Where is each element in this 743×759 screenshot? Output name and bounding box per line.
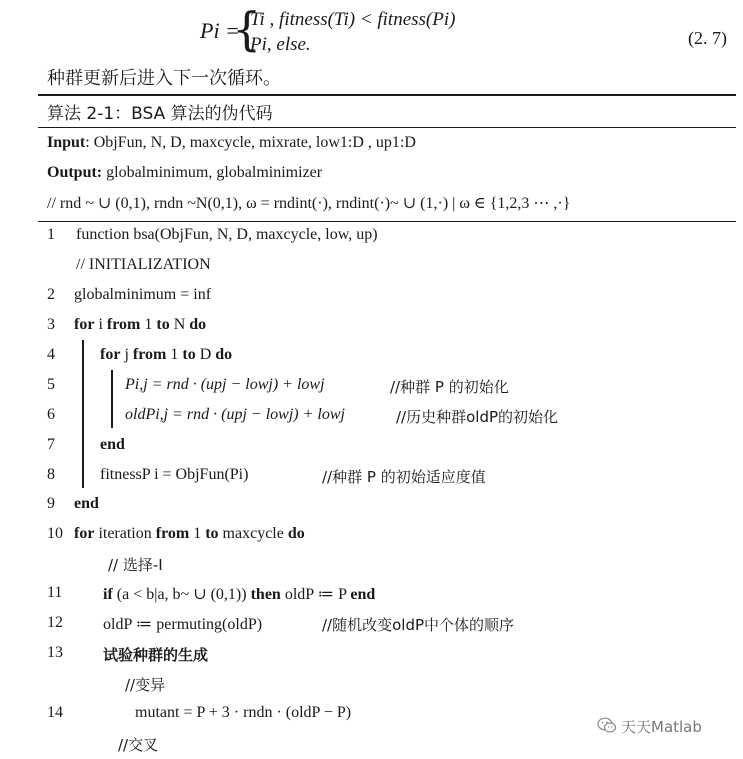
keyword: from bbox=[155, 525, 190, 542]
line-number: 8 bbox=[47, 466, 55, 483]
line-number: 1 bbox=[47, 226, 55, 243]
code-line-3 bbox=[74, 316, 206, 334]
code-comment-8: //种群 P 的初始适应度值 bbox=[322, 468, 486, 486]
code-comment-6: //历史种群oldP的初始化 bbox=[396, 408, 559, 426]
output-label: Output: bbox=[47, 164, 103, 181]
input-text: : ObjFun, N, D, maxcycle, mixrate, low1:D , up1:D bbox=[85, 134, 416, 151]
line-number: 12 bbox=[47, 614, 63, 631]
line-number: 9 bbox=[47, 495, 55, 512]
code-text: 1 bbox=[140, 316, 157, 333]
keyword: to bbox=[182, 346, 196, 363]
code-text: (a < b|a, b~ ∪ (0,1)) bbox=[112, 586, 251, 603]
keyword: to bbox=[205, 525, 219, 542]
equation-brace: { bbox=[232, 2, 262, 56]
input-label: Input bbox=[47, 134, 86, 151]
code-comment-5: //种群 P 的初始化 bbox=[390, 378, 509, 396]
code-line-9: end bbox=[74, 495, 99, 512]
code-comment-init: // INITIALIZATION bbox=[76, 256, 211, 273]
code-text: j bbox=[120, 346, 133, 363]
keyword: for bbox=[100, 346, 121, 363]
algorithm-title: 算法 2-1：BSA 算法的伪代码 bbox=[47, 104, 273, 124]
code-text: 1 bbox=[166, 346, 183, 363]
code-text: i bbox=[94, 316, 107, 333]
keyword: do bbox=[189, 316, 207, 333]
equation-case-2: Pi, else. bbox=[250, 34, 311, 55]
wechat-icon bbox=[597, 717, 617, 734]
code-comment-12: //随机改变oldP中个体的顺序 bbox=[322, 616, 515, 634]
comment-line: // rnd ~ ∪ (0,1), rndn ~N(0,1), ω = rndint(·), rndint(·)~ ∪ (1,·) | ω ∈ {1,2,3 ⋯ ,·} bbox=[47, 195, 571, 212]
algorithm-io-rule bbox=[38, 221, 736, 222]
code-line-11 bbox=[103, 584, 375, 604]
keyword: do bbox=[287, 525, 305, 542]
keyword: end bbox=[350, 586, 376, 603]
keyword: if bbox=[103, 586, 113, 603]
code-text: D bbox=[195, 346, 216, 363]
keyword: to bbox=[156, 316, 170, 333]
code-text: 1 bbox=[189, 525, 206, 542]
equation-case-1: Ti , fitness(Ti) < fitness(Pi) bbox=[250, 9, 456, 30]
nesting-bar-inner bbox=[111, 370, 113, 428]
code-line-12: oldP ≔ permuting(oldP) bbox=[103, 616, 263, 633]
nesting-bar-outer bbox=[82, 340, 84, 488]
keyword: from bbox=[106, 316, 141, 333]
code-line-7: end bbox=[100, 436, 125, 453]
code-comment-selection: // 选择-I bbox=[108, 556, 163, 574]
code-line-6: oldPi,j = rnd · (upj − lowj) + lowj bbox=[125, 406, 345, 423]
code-line-8: fitnessP i = ObjFun(Pi) bbox=[100, 466, 249, 483]
line-number: 10 bbox=[47, 525, 63, 542]
line-number: 4 bbox=[47, 346, 55, 363]
code-comment-mutation: //变异 bbox=[125, 676, 166, 694]
equation-lhs-text: Pi = bbox=[200, 18, 240, 43]
line-number: 2 bbox=[47, 286, 55, 303]
code-line-5: Pi,j = rnd · (upj − lowj) + lowj bbox=[125, 376, 325, 393]
code-text: iteration bbox=[94, 525, 156, 542]
line-number: 5 bbox=[47, 376, 55, 393]
line-number: 3 bbox=[47, 316, 55, 333]
code-text: oldP ≔ P bbox=[280, 586, 351, 603]
line-number: 13 bbox=[47, 644, 63, 661]
code-line-13: 试验种群的生成 bbox=[103, 646, 209, 664]
code-line-2: globalminimum = inf bbox=[74, 286, 212, 303]
keyword: for bbox=[74, 316, 95, 333]
line-number: 6 bbox=[47, 406, 55, 423]
keyword: then bbox=[250, 586, 281, 603]
line-number: 7 bbox=[47, 436, 55, 453]
algorithm-title-rule bbox=[38, 127, 736, 128]
code-line-4 bbox=[100, 346, 232, 364]
line-number: 14 bbox=[47, 704, 63, 721]
code-comment-crossover: //交叉 bbox=[118, 736, 159, 754]
keyword: from bbox=[132, 346, 167, 363]
code-line-1: function bsa(ObjFun, N, D, maxcycle, low, up) bbox=[76, 226, 378, 243]
code-text: maxcycle bbox=[218, 525, 288, 542]
keyword: do bbox=[215, 346, 233, 363]
keyword: for bbox=[74, 525, 95, 542]
watermark-text: 天天Matlab bbox=[621, 718, 702, 736]
output-line bbox=[47, 164, 322, 182]
paragraph-text: 种群更新后进入下一次循环。 bbox=[47, 68, 281, 89]
code-line-10 bbox=[74, 525, 305, 543]
input-line bbox=[47, 134, 416, 152]
algorithm-top-rule bbox=[38, 94, 736, 96]
equation-number: (2. 7) bbox=[688, 28, 727, 48]
output-text: globalminimum, globalminimizer bbox=[102, 164, 323, 181]
code-text: N bbox=[169, 316, 190, 333]
code-line-14: mutant = P + 3 · rndn · (oldP − P) bbox=[135, 704, 352, 721]
line-number: 11 bbox=[47, 584, 63, 601]
